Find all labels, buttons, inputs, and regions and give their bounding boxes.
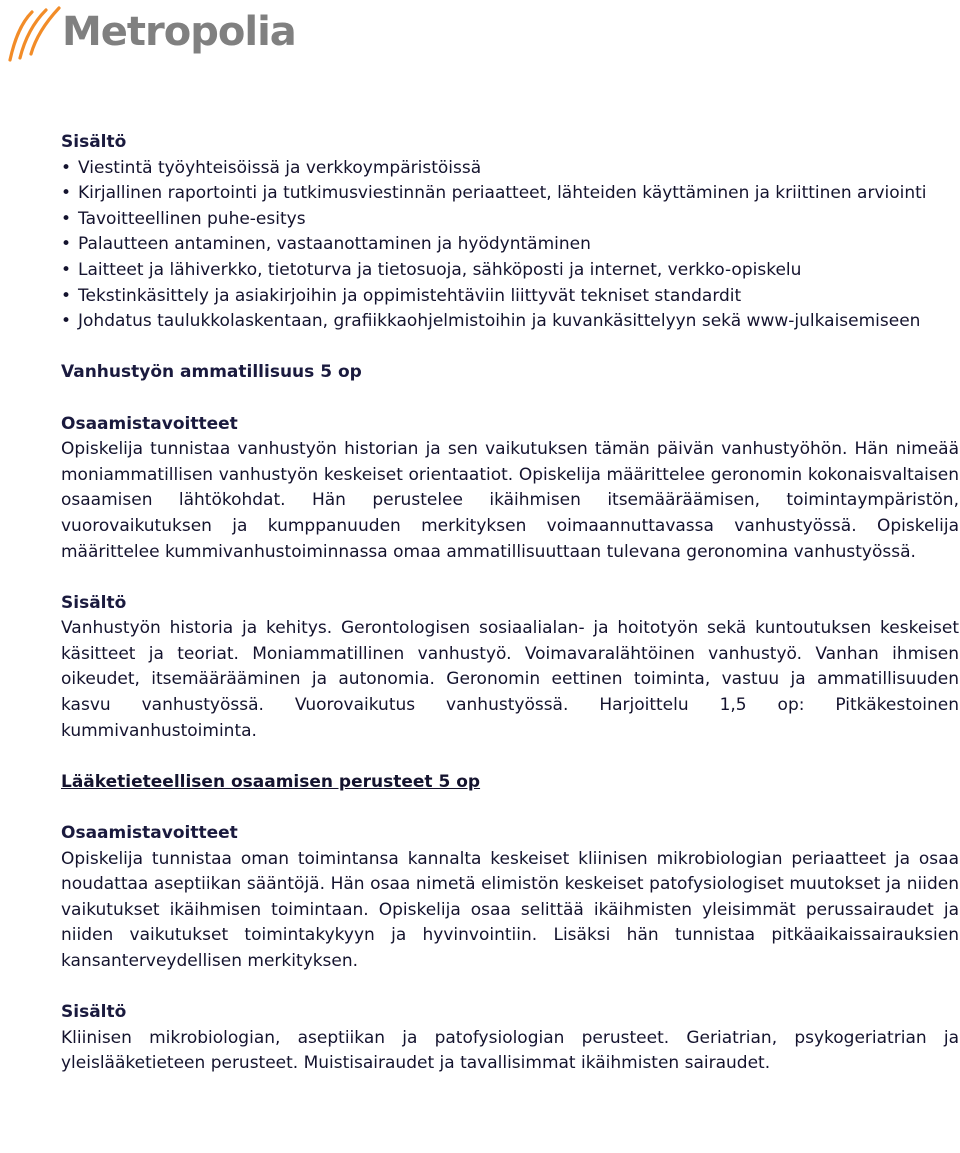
s2-goals-heading: Osaamistavoitteet — [61, 413, 238, 434]
s3-title: Lääketieteellisen osaamisen perusteet 5 op — [61, 771, 481, 792]
s2-content-heading: Sisältö — [61, 592, 127, 613]
logo-text: Metropolia — [62, 9, 296, 55]
s1-bullet-list — [61, 156, 959, 335]
list-item: • Kirjallinen raportointi ja tutkimusviestinnän periaatteet, lähteiden käyttäminen ja kriittinen arviointi — [61, 181, 959, 207]
list-item: • Johdatus taulukkolaskentaan, grafiikkaohjelmistoihin ja kuvankäsittelyyn sekä www-julkaisemiseen — [61, 309, 959, 335]
s3-goals-heading: Osaamistavoitteet — [61, 823, 238, 844]
s2-title: Vanhustyön ammatillisuus 5 op — [61, 362, 362, 383]
s3-content-text: Kliinisen mikrobiologian, aseptiikan ja patofysiologian perusteet. Geriatrian, psykogeriatrian ja yleislääketieteen perusteet. Muistisairaudet ja tavallisimmat ikäihmisten sairaudet. — [61, 1027, 959, 1074]
list-item: • Palautteen antaminen, vastaanottaminen ja hyödyntäminen — [61, 232, 959, 258]
list-item: • Laitteet ja lähiverkko, tietoturva ja tietosuoja, sähköposti ja internet, verkko-opiskelu — [61, 258, 959, 284]
list-item: • Viestintä työyhteisöissä ja verkkoympäristöissä — [61, 156, 959, 182]
s3-content-heading: Sisältö — [61, 1002, 127, 1023]
metropolia-logo — [4, 2, 296, 64]
list-item: • Tavoitteellinen puhe-esitys — [61, 207, 959, 233]
document-body — [61, 130, 959, 1077]
s2-content-text: Vanhustyön historia ja kehitys. Gerontologisen sosiaalialan- ja hoitotyön sekä kuntoutuksen keskeiset käsitteet ja teoriat. Moniammatillinen vanhustyö. Voimavaralähtöinen vanhustyö. Vanhan ihmisen oikeudet, itsemäärääminen ja autonomia. Geronomin eettinen toiminta, vastuu ja ammatillisuuden kasvu vanhustyössä. Vuorovaikutus vanhustyössä. Harjoittelu 1,5 op: Pitkäkestoinen kummivanhustoiminta. — [61, 618, 959, 741]
s2-goals-text: Opiskelija tunnistaa vanhustyön historian ja sen vaikutuksen tämän päivän vanhustyöhön. Hän nimeää moniammatillisen vanhustyön keskeiset orientaatiot. Opiskelija määrittelee geronomin kokonaisvaltaisen osaamisen lähtökohdat. Hän perustelee ikäihmisen itsemääräämisen, toimintaympäristön, vuorovaikutuksen ja kumppanuuden merkityksen voimaannuttavassa vanhustyössä. Opiskelija määrittelee kummivanhustoiminnassa omaa ammatillisuuttaan tulevana geronomina vanhustyössä. — [61, 439, 959, 562]
s3-goals-text: Opiskelija tunnistaa oman toimintansa kannalta keskeiset kliinisen mikrobiologian periaatteet ja osaa noudattaa aseptiikan sääntöjä. Hän osaa nimetä elimistön keskeiset patofysiologiset muutokset ja niiden vaikutukset ikäihmisen toimintaan. Opiskelija osaa selittää ikäihmisten yleisimmät perussairaudet ja niiden vaikutukset toimintakykyyn ja hyvinvointiin. Lisäksi hän tunnistaa pitkäaikaissairauksien kansanterveydellisen merkityksen. — [61, 848, 959, 971]
list-item: • Tekstinkäsittely ja asiakirjoihin ja oppimistehtäviin liittyvät tekniset standardit — [61, 284, 959, 310]
metropolia-logo-icon — [4, 2, 64, 64]
s1-content-heading: Sisältö — [61, 132, 127, 152]
